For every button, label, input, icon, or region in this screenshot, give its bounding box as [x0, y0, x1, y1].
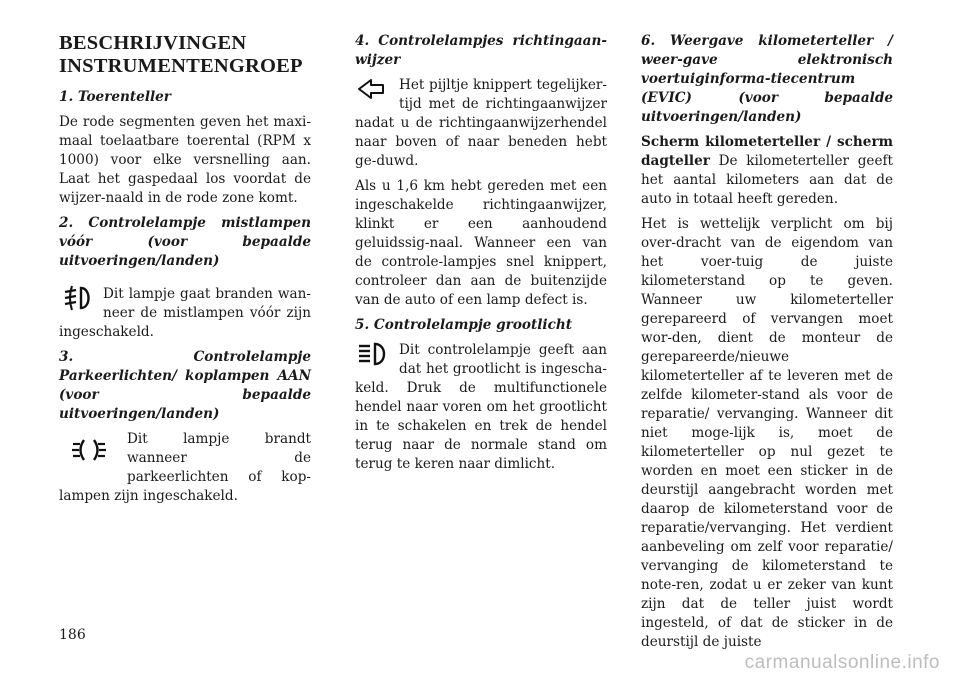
column-1 [59, 32, 311, 512]
front-fog-lamp-icon [59, 285, 95, 311]
high-beam-text: Dit controlelampje geeft aan dat het grootlicht is ingescha-keld. Druk de multifunctionele hendel naar voren om het grootlicht in te schakelen en trek de hendel terug naar de normale stand om terug te keren naar dimlicht. [355, 342, 607, 472]
page-number: 186 [59, 627, 86, 643]
watermark: carmanualsonline.info [744, 652, 940, 673]
high-beam-icon [355, 341, 391, 367]
turn-signals-paragraph [355, 76, 607, 171]
heading-front-fog: 2. Controlelampje mistlampen vóór (voor bepaalde uitvoeringen/landen) [59, 215, 311, 269]
heading-parking-lights: 3. Controlelampje Parkeerlichten/ koplampen AAN (voor bepaalde uitvoeringen/landen) [59, 349, 311, 422]
parking-lamps-icon [59, 430, 119, 470]
front-fog-paragraph [59, 285, 311, 342]
parking-lights-paragraph [59, 430, 311, 506]
turn-signals-text-1: Het pijltje knippert tegelijker-tijd met de richtingaanwijzer nadat u de richtingaanwijzerhendel naar boven of naar beneden hebt ge-duwd. [355, 77, 607, 169]
tachometer-text: De rode segmenten geven het maxi-maal toelaatbare toerental (RPM x 1000) voor elke versnelling aan. Laat het gaspedaal los voordat de wijzer-naald in de rode zone komt. [59, 114, 311, 206]
odometer-text-1: De kilometerteller geeft het aantal kilometers aan dat de auto in totaal heeft gereden. [641, 153, 893, 207]
section-title: BESCHRIJVINGEN INSTRUMENTENGROEP [59, 32, 303, 77]
column-2 [355, 32, 607, 480]
heading-turn-signals: 4. Controlelampjes richtingaan-wijzer [355, 33, 607, 68]
odometer-screen-label: Scherm kilometerteller / scherm dagteller [641, 134, 893, 169]
heading-odometer-evic: 6. Weergave kilometerteller / weer-gave elektronisch voertuiginforma-tiecentrum (EVIC) (voor bepaalde uitvoeringen/landen) [641, 33, 893, 125]
turn-signals-text-2: Als u 1,6 km hebt gereden met een ingeschakelde richtingaanwijzer, klinkt er een aanhoudend geluidssig-naal. Wanneer een van de controle-lampjes snel knippert, controleer dan aan de buitenzijde van de auto of een lamp defect is. [355, 178, 607, 308]
front-fog-text: Dit lampje gaat branden wan-neer de mistlampen vóór zijn ingeschakeld. [59, 286, 311, 340]
parking-lights-text: Dit lampje brandt wanneer de parkeerlichten of kop-lampen zijn ingeschakeld. [59, 431, 311, 504]
heading-tachometer: 1. Toerenteller [59, 89, 171, 105]
heading-high-beam: 5. Controlelampje grootlicht [355, 317, 573, 333]
column-3 [641, 32, 893, 658]
turn-signal-arrow-icon [355, 76, 391, 102]
high-beam-paragraph [355, 341, 607, 474]
odometer-paragraph-2: Het is wettelijk verplicht om bij over-dracht van de eigendom van het voer-tuig de juiste kilometerstand op te geven. Wanneer uw kilometerteller gerepareerd of vervangen moet wor-den, dient de monteur de gerepareerde/nieuwe kilometerteller af te leveren met de zelfde kilometer-stand als voor de reparatie/ vervanging. Wanneer dit niet moge-lijk is, moet de kilometerteller op nul gezet te worden en moet een sticker in de deurstijl aangebracht worden met daarop de kilometerstand voor de reparatie/vervanging. Het verdient aanbeveling om zelf voor reparatie/ vervanging de kilometerstand te note-ren, zodat u er zeker van kunt zijn dat de teller juist wordt ingesteld, of dat de sticker in de deurstijl de juiste [641, 216, 893, 650]
odometer-paragraph-1 [641, 133, 893, 209]
